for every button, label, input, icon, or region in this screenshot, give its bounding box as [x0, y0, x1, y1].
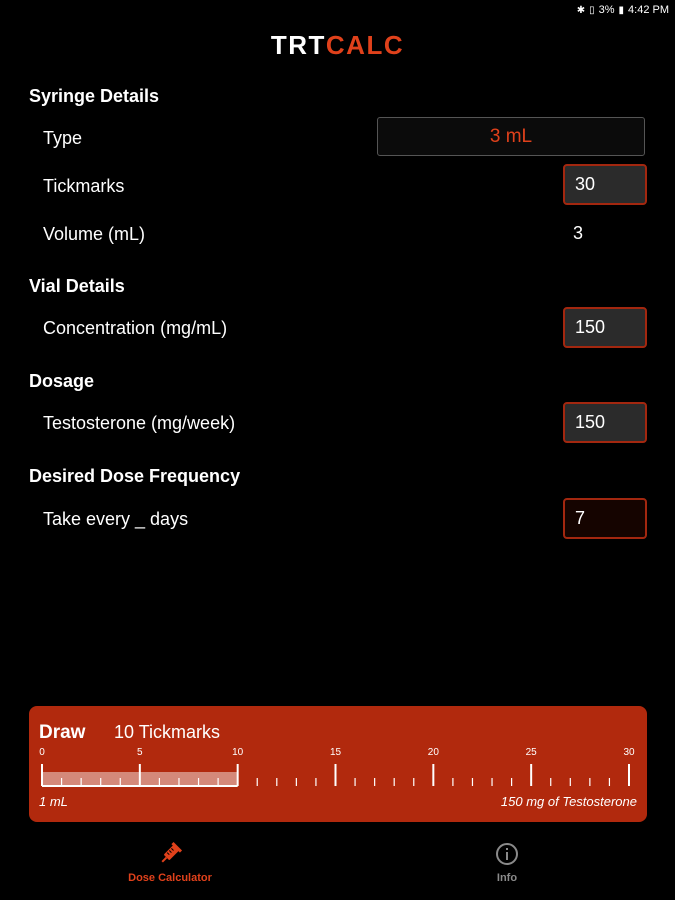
app-logo: [0, 30, 675, 61]
testosterone-label: Testosterone (mg/week): [43, 413, 236, 433]
battery-icon: ▮: [618, 4, 625, 16]
take-every-input[interactable]: [563, 498, 647, 539]
draw-volume: 1 mL: [39, 794, 68, 809]
draw-dose: 150 mg of Testosterone: [500, 794, 637, 809]
syringe-scale-label: 10: [232, 747, 244, 758]
syringe-type-select[interactable]: 3 mL: [377, 117, 645, 156]
bottom-nav: [0, 830, 675, 900]
section-syringe-details: Syringe Details: [29, 86, 160, 106]
syringe-scale-label: 30: [623, 747, 635, 758]
nav-dose-calculator[interactable]: [70, 840, 270, 884]
draw-heading: Draw: [39, 722, 86, 743]
syringe-scale-label: 15: [329, 747, 342, 758]
logo-part-trt: TRT: [270, 30, 326, 60]
syringe-scale-label: 25: [525, 747, 537, 758]
volume-value: 3: [573, 223, 584, 243]
type-label: Type: [43, 128, 83, 148]
syringe-scale-label: 5: [137, 747, 143, 758]
battery-percent: 3%: [598, 4, 615, 16]
tickmarks-input[interactable]: [563, 164, 647, 205]
syringe-icon: [70, 840, 270, 868]
section-dosage: Dosage: [29, 371, 95, 391]
concentration-input[interactable]: [563, 307, 647, 348]
bluetooth-icon: ✱: [576, 4, 586, 16]
draw-result-panel: [29, 706, 647, 822]
logo-part-calc: CALC: [325, 30, 405, 60]
concentration-label: Concentration (mg/mL): [43, 318, 228, 338]
section-dose-frequency: Desired Dose Frequency: [29, 466, 241, 486]
syringe-scale-label: 0: [39, 747, 45, 758]
info-icon: [407, 840, 607, 868]
syringe-scale-label: 20: [427, 747, 439, 758]
no-sim-icon: ▯: [589, 4, 595, 16]
status-bar: [0, 0, 675, 24]
testosterone-input[interactable]: [563, 402, 647, 443]
tickmarks-label: Tickmarks: [43, 176, 125, 196]
nav-dose-calculator-label: Dose Calculator: [128, 872, 212, 884]
section-vial-details: Vial Details: [29, 276, 125, 296]
nav-info-label: Info: [496, 872, 518, 884]
take-every-label: Take every _ days: [43, 509, 189, 529]
volume-label: Volume (mL): [43, 224, 146, 244]
status-icons: [577, 4, 669, 16]
clock: 4:42 PM: [628, 4, 669, 16]
nav-info[interactable]: [407, 840, 607, 884]
draw-tickmarks-count: 10 Tickmarks: [114, 722, 221, 742]
syringe-scale: [29, 744, 647, 794]
